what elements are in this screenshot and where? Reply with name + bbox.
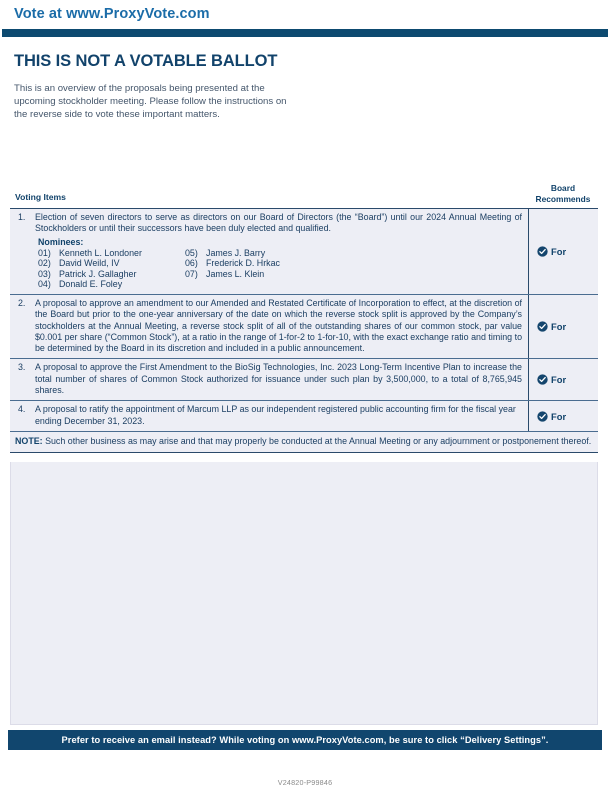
item-text-2: A proposal to approve an amendment to our Amended and Restated Certificate of Incorporation to effect, at the discretion of the Board but prior to the one-year anniversary of the date on which the reverse stock split is approved by the Company’s stockholders at the Annual Meeting, a reverse stock split of all of the outstanding shares of our common stock, par value $0.001 per share (“Common Stock”), at a ratio in the range of 1-for-2 to 1-for-10, with the exact exchange ratio and timing to be determined by the Board in its discretion and included in a public announcement.	[35, 297, 522, 354]
board-recommends-line-1: Board	[550, 183, 576, 193]
nominee-item	[185, 269, 280, 280]
voting-items-table	[10, 183, 598, 453]
note-text	[15, 436, 592, 447]
board-recommendation-cell-3	[528, 359, 598, 400]
status-badge	[537, 246, 566, 257]
nominees-label: Nominees:	[38, 236, 84, 247]
status-badge	[537, 321, 566, 332]
table-header	[10, 183, 598, 208]
note-label: NOTE:	[15, 435, 43, 446]
voting-item-cell-1	[10, 209, 528, 294]
item-number-1: 1.	[18, 212, 26, 222]
nominee-column-2	[185, 248, 280, 290]
column-header-voting-items: Voting Items	[15, 192, 66, 202]
nominee-name: Kenneth L. Londoner	[59, 247, 142, 258]
nominee-name: James J. Barry	[206, 247, 266, 258]
nominee-id: 02)	[38, 258, 51, 269]
nominee-id: 04)	[38, 279, 51, 290]
nominee-item	[38, 279, 167, 290]
recommendation-label: For	[551, 321, 567, 333]
table-row	[10, 401, 598, 432]
board-recommendation-cell-1	[528, 209, 598, 294]
nominee-id: 05)	[185, 247, 198, 258]
item-text-4: A proposal to ratify the appointment of Marcum LLP as our independent registered public accounting firm for the fiscal year ending December 31, 2023.	[35, 404, 516, 426]
nominee-id: 06)	[185, 258, 198, 269]
header-divider-rule	[2, 29, 608, 37]
nominee-name: Patrick J. Gallagher	[59, 268, 137, 279]
page-title: Vote at www.ProxyVote.com	[14, 6, 210, 22]
nominee-id: 07)	[185, 268, 198, 279]
status-badge	[537, 374, 566, 385]
recommendation-label: For	[551, 245, 567, 257]
intro-paragraph	[14, 83, 344, 121]
footer-banner	[8, 730, 602, 750]
item-number-4: 4.	[18, 404, 26, 415]
intro-line-2: upcoming stockholder meeting. Please follow the instructions on	[14, 95, 287, 107]
control-number: V24820-P99846	[277, 778, 333, 787]
check-circle-icon	[537, 374, 548, 385]
check-circle-icon	[537, 321, 548, 332]
note-cell	[10, 432, 598, 452]
table-row	[10, 359, 598, 401]
recommendation-label: For	[551, 410, 567, 422]
board-recommends-line-2: Recommends	[535, 193, 591, 204]
note-body: Such other business as may arise and that may properly be conducted at the Annual Meeting or any adjournment or postponement thereof.	[42, 435, 592, 446]
voting-item-cell-4	[10, 401, 528, 431]
nominee-name: Donald E. Foley	[59, 279, 123, 290]
nominee-item	[185, 248, 280, 259]
nominee-grid	[38, 248, 522, 290]
board-recommendation-cell-4	[528, 401, 598, 431]
table-body	[10, 208, 598, 453]
item-number-3: 3.	[18, 362, 26, 373]
recommendation-label: For	[551, 374, 567, 386]
table-row	[10, 295, 598, 359]
nominee-id: 01)	[38, 247, 51, 258]
nominee-item	[38, 269, 167, 280]
voting-item-cell-2	[10, 295, 528, 358]
nominee-name: Frederick D. Hrkac	[206, 258, 280, 269]
item-text-1: Election of seven directors to serve as directors on our Board of Directors (the “Board”) until our 2024 Annual Meeting of Stockholders or until their successors have been duly elected and qualified.	[35, 212, 522, 234]
status-badge	[537, 411, 566, 422]
item-number-2: 2.	[18, 297, 26, 308]
check-circle-icon	[537, 246, 548, 257]
note-row	[10, 432, 598, 452]
column-header-board-recommends	[528, 183, 598, 204]
check-circle-icon	[537, 411, 548, 422]
nominee-item	[185, 258, 280, 269]
intro-line-3: the reverse side to vote these important matters.	[14, 108, 220, 120]
footer-text: Prefer to receive an email instead? While voting on www.ProxyVote.com, be sure to click “Delivery Settings”.	[61, 735, 549, 745]
nominee-item	[38, 258, 167, 269]
table-row	[10, 209, 598, 295]
intro-line-1: This is an overview of the proposals being presented at the	[14, 83, 265, 94]
nominee-id: 03)	[38, 268, 51, 279]
nominee-item	[38, 248, 167, 259]
nominee-name: James L. Klein	[206, 268, 265, 279]
headline: THIS IS NOT A VOTABLE BALLOT	[14, 52, 278, 70]
item-text-3: A proposal to approve the First Amendment to the BioSig Technologies, Inc. 2023 Long-Term Incentive Plan to increase the total number of shares of Common Stock authorized for issuance under such plan by 3,500,000, to a total of 8,765,945 shares.	[35, 362, 522, 396]
board-recommendation-cell-2	[528, 295, 598, 358]
blank-content-area	[10, 462, 598, 725]
nominee-column-1	[38, 248, 167, 290]
voting-item-cell-3	[10, 359, 528, 400]
nominee-name: David Weild, IV	[59, 258, 120, 269]
